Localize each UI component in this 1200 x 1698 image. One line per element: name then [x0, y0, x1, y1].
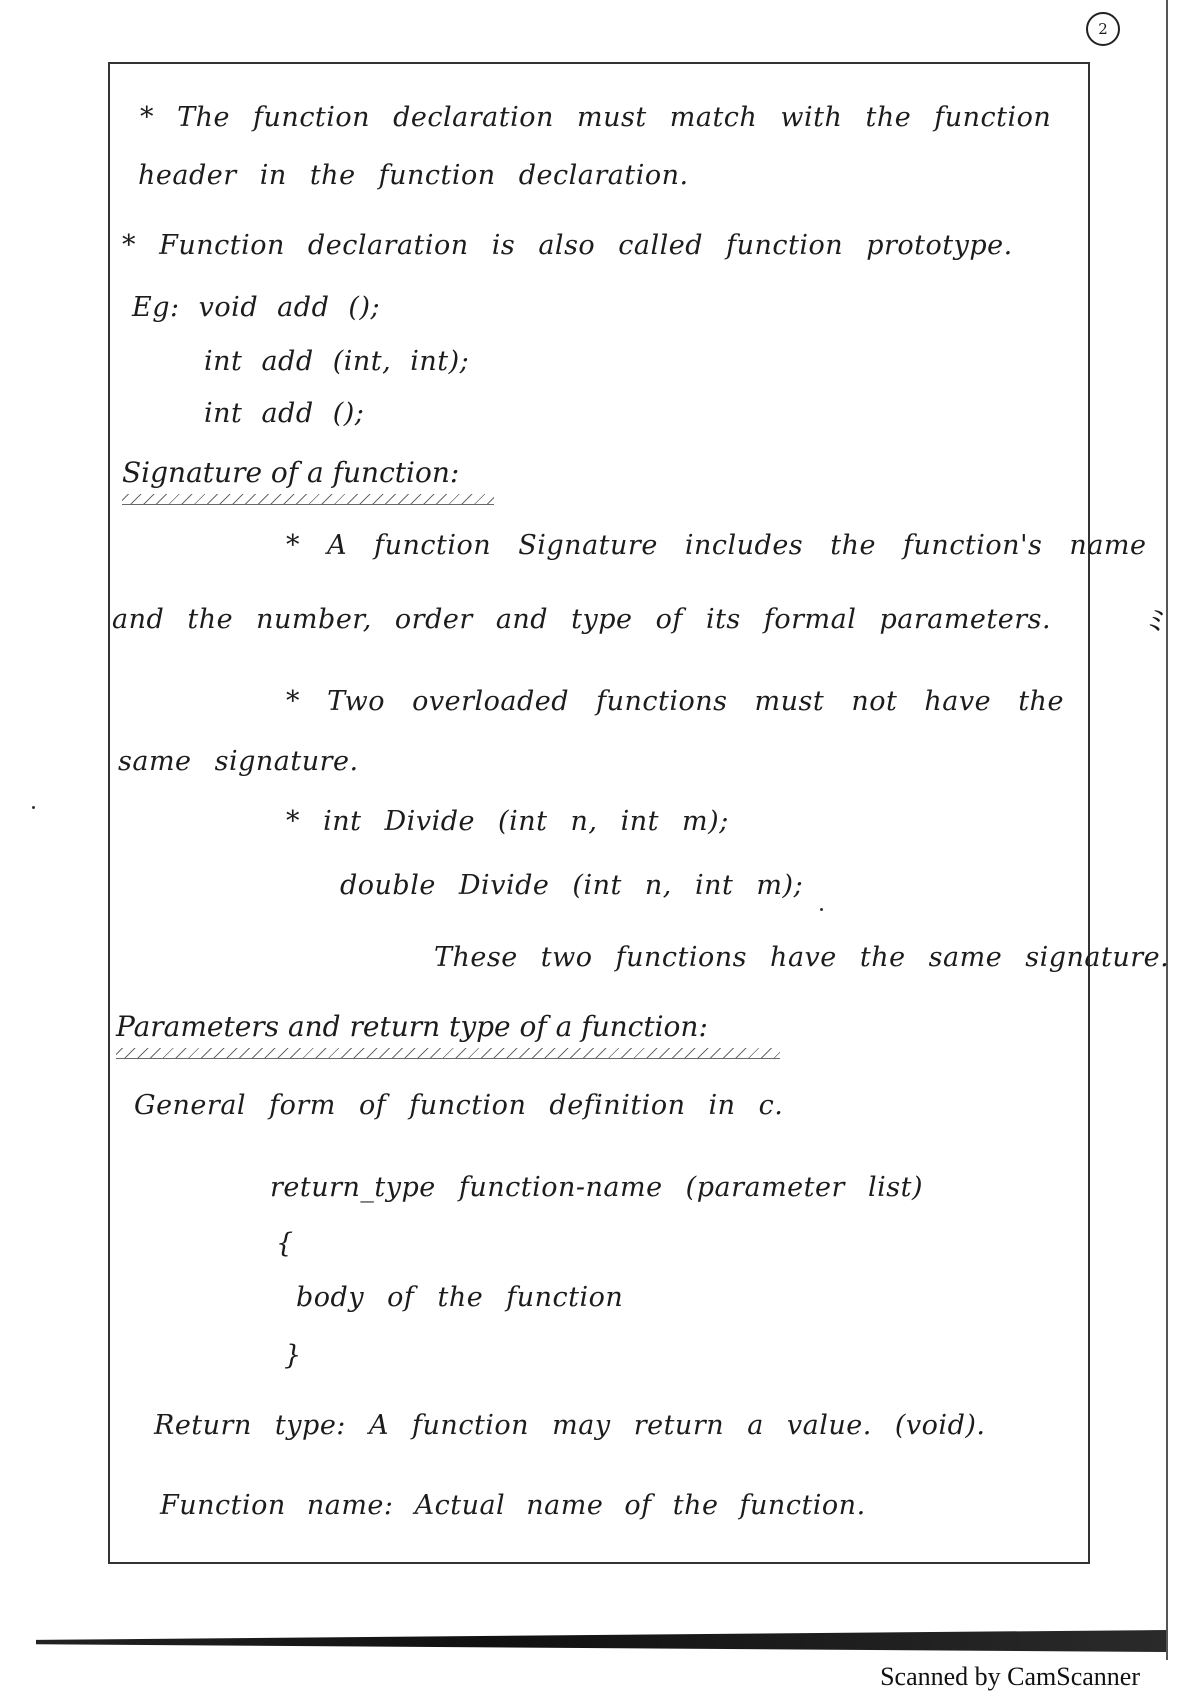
page-number-badge [1086, 12, 1120, 46]
note-line-17: body of the function [296, 1282, 624, 1313]
right-margin-rule [1166, 0, 1168, 1660]
page-number: 2 [1098, 20, 1108, 38]
note-line-9: * Two overloaded functions must not have the [286, 686, 1064, 717]
note-line-8: and the number, order and type of its formal parameters. [112, 604, 1052, 635]
note-line-1: * The function declaration must match with the function [140, 102, 1052, 133]
note-line-12: double Divide (int n, int m); [340, 870, 804, 901]
margin-squiggle: ﾐ [1146, 604, 1161, 639]
note-line-15: return_type function-name (parameter list) [270, 1172, 923, 1203]
heading-signature: Signature of a function: [122, 456, 460, 489]
heading-signature-underline [122, 494, 494, 505]
note-line-5: int add (int, int); [204, 346, 470, 377]
note-line-10: same signature. [118, 746, 359, 777]
note-line-4: Eg: void add (); [132, 292, 381, 323]
note-line-11: * int Divide (int n, int m); [286, 806, 729, 837]
note-line-2: header in the function declaration. [138, 160, 689, 191]
heading-parameters: Parameters and return type of a function: [116, 1010, 708, 1043]
scanner-watermark: Scanned by CamScanner [880, 1662, 1140, 1691]
note-line-13: These two functions have the same signature. [434, 942, 1170, 973]
note-line-19: Return type: A function may return a value. (void). [154, 1410, 986, 1441]
note-line-18: } [284, 1340, 302, 1371]
ink-dot [32, 806, 35, 809]
note-line-6: int add (); [204, 398, 365, 429]
scan-edge-shadow [36, 1630, 1166, 1652]
note-line-20: Function name: Actual name of the function. [160, 1490, 866, 1521]
note-line-3: * Function declaration is also called function prototype. [122, 230, 1013, 261]
ink-dot [820, 908, 823, 911]
note-line-7: * A function Signature includes the function's name [286, 530, 1147, 561]
note-line-16: { [276, 1228, 294, 1259]
note-line-14: General form of function definition in c. [134, 1090, 784, 1121]
heading-parameters-underline [116, 1048, 780, 1059]
